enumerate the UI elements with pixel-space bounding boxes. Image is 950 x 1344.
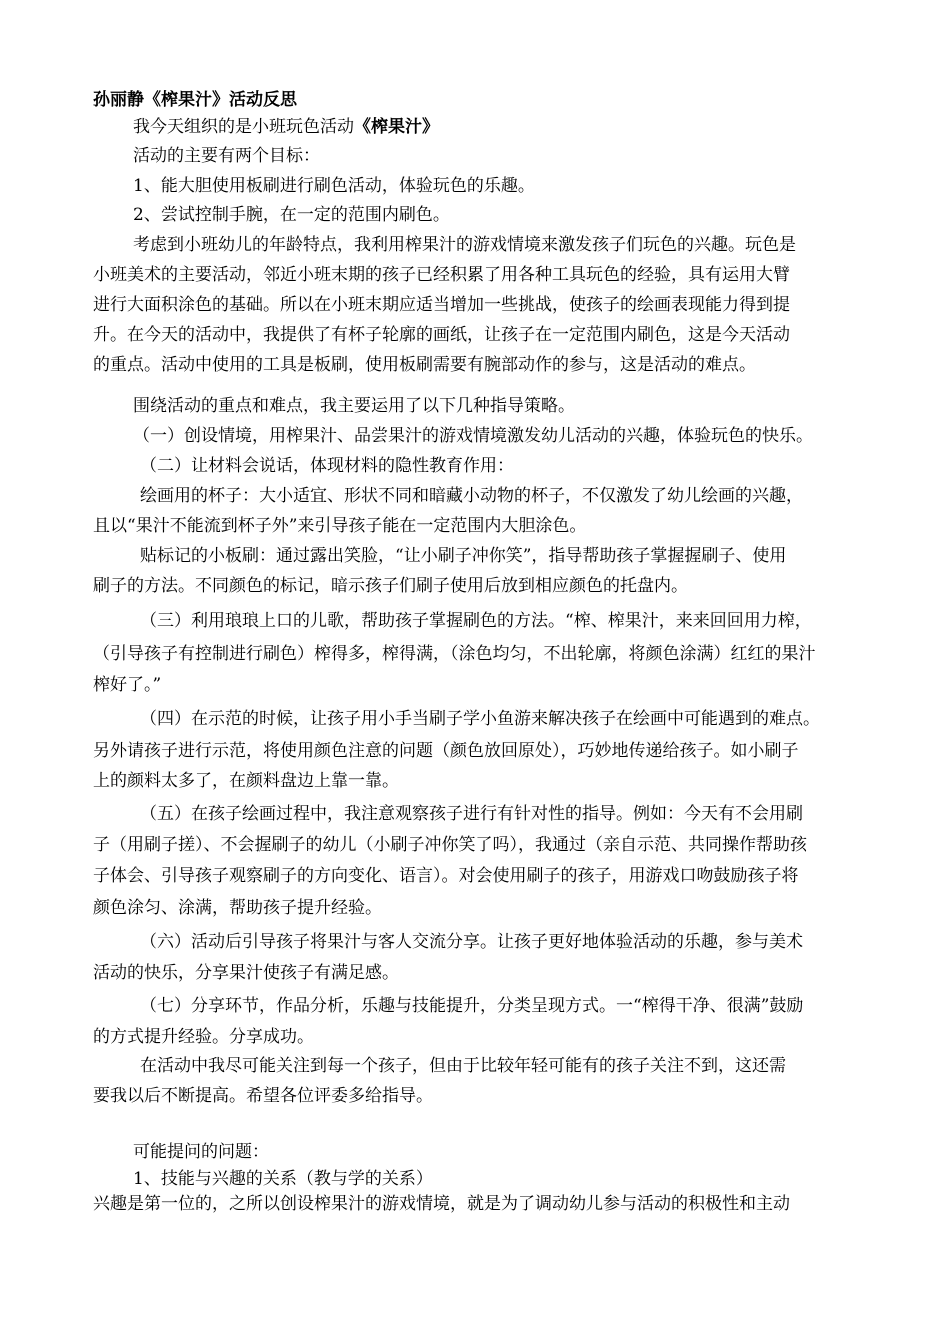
paragraph-line: （四）在示范的时候，让孩子用小手当刷子学小鱼游来解决孩子在绘画中可能遇到的难点。 [140,709,820,729]
paragraph-line: 子（用刷子搓）、不会握刷子的幼儿（小刷子冲你笑了吗），我通过（亲自示范、共同操作帮助孩 [93,835,807,855]
paragraph-line: 2、尝试控制手腕，在一定的范围内刷色。 [133,205,450,225]
paragraph-line: 考虑到小班幼儿的年龄特点，我利用榨果汁的游戏情境来激发孩子们玩色的兴趣。玩色是 [133,235,796,255]
intro-prefix: 我今天组织的是小班玩色活动 [133,117,354,137]
paragraph-line: 小班美术的主要活动，邻近小班末期的孩子已经积累了用各种工具玩色的经验，具有运用大臂 [93,265,790,285]
document-title: 孙丽静《榨果汁》活动反思 [93,90,297,110]
paragraph-line: 兴趣是第一位的，之所以创设榨果汁的游戏情境，就是为了调动幼儿参与活动的积极性和主动 [93,1194,790,1214]
paragraph-line: （七）分享环节，作品分析，乐趣与技能提升，分类呈现方式。一“榨得干净、很满”鼓励 [140,996,804,1016]
paragraph-line: （二）让材料会说话，体现材料的隐性教育作用： [140,456,514,476]
paragraph-line: 榨好了。” [93,675,162,695]
paragraph-line: 在活动中我尽可能关注到每一个孩子，但由于比较年轻可能有的孩子关注不到，这还需 [140,1056,786,1076]
paragraph-line: 贴标记的小板刷：通过露出笑脸，“让小刷子冲你笑”，指导帮助孩子掌握握刷子、使用 [140,546,787,566]
paragraph-line: 围绕活动的重点和难点，我主要运用了以下几种指导策略。 [133,396,575,416]
paragraph-line: 的重点。活动中使用的工具是板刷，使用板刷需要有腕部动作的参与，这是活动的难点。 [93,355,756,375]
paragraph-line: 绘画用的杯子：大小适宜、形状不同和暗藏小动物的杯子，不仅激发了幼儿绘画的兴趣， [140,486,803,506]
paragraph-line: 要我以后不断提高。希望各位评委多给指导。 [93,1086,433,1106]
paragraph-line: 活动的主要有两个目标： [133,146,320,166]
intro-bold-title: 《榨果汁》 [354,117,439,137]
question-item: 1、技能与兴趣的关系（教与学的关系） [133,1169,433,1189]
paragraph-line: 且以“果汁不能流到杯子外”来引导孩子能在一定范围内大胆涂色。 [93,516,587,536]
paragraph-line: 颜色涂匀、涂满，帮助孩子提升经验。 [93,898,382,918]
paragraph-line: 活动的快乐，分享果汁使孩子有满足感。 [93,963,399,983]
paragraph-line: （三）利用琅琅上口的儿歌，帮助孩子掌握刷色的方法。“榨、榨果汁，来来回回用力榨， [140,611,812,631]
paragraph-line: 上的颜料太多了，在颜料盘边上靠一靠。 [93,771,399,791]
paragraph-line: 的方式提升经验。分享成功。 [93,1027,314,1047]
paragraph-line: 升。在今天的活动中，我提供了有杯子轮廓的画纸，让孩子在一定范围内刷色，这是今天活动 [93,325,790,345]
intro-line [133,114,439,140]
paragraph-line: 刷子的方法。不同颜色的标记，暗示孩子们刷子使用后放到相应颜色的托盘内。 [93,576,688,596]
paragraph-line: （一）创设情境，用榨果汁、品尝果汁的游戏情境激发幼儿活动的兴趣，体验玩色的快乐。 [133,426,813,446]
paragraph-line: （五）在孩子绘画过程中，我注意观察孩子进行有针对性的指导。例如：今天有不会用刷 [140,804,803,824]
paragraph-line: 子体会、引导孩子观察刷子的方向变化、语言）。对会使用刷子的孩子，用游戏口吻鼓励孩子将 [93,866,799,886]
paragraph-line: （引导孩子有控制进行刷色）榨得多，榨得满，（涂色均匀，不出轮廓，将颜色涂满）红红的果汁 [93,644,816,664]
paragraph-line: （六）活动后引导孩子将果汁与客人交流分享。让孩子更好地体验活动的乐趣，参与美术 [140,932,803,952]
paragraph-line: 进行大面积涂色的基础。所以在小班末期应适当增加一些挑战，使孩子的绘画表现能力得到提 [93,295,790,315]
section-heading: 可能提问的问题： [133,1142,269,1162]
paragraph-line: 1、能大胆使用板刷进行刷色活动，体验玩色的乐趣。 [133,176,535,196]
paragraph-line: 另外请孩子进行示范，将使用颜色注意的问题（颜色放回原处），巧妙地传递给孩子。如小刷子 [93,741,799,761]
